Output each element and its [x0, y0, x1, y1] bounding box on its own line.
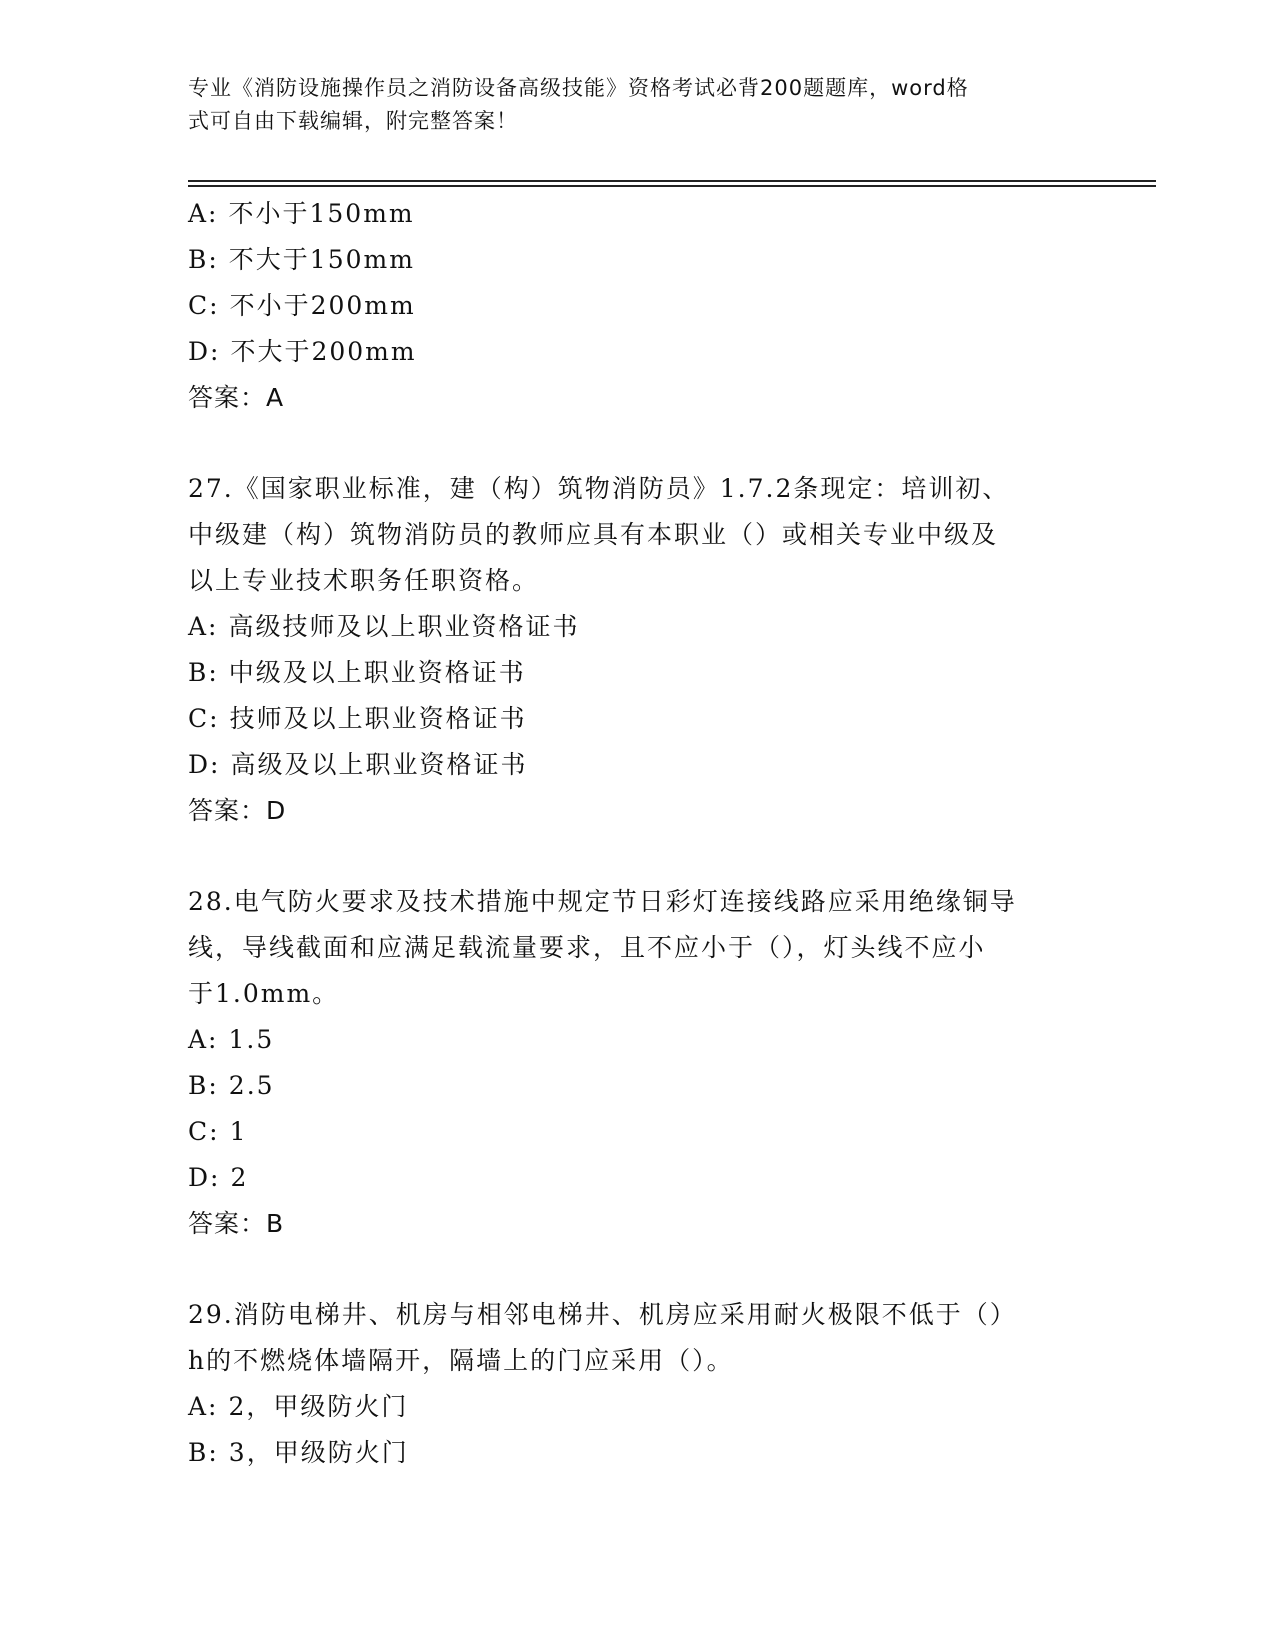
- spacer: [188, 834, 1088, 879]
- question-stem-line: 27.《国家职业标准，建（构）筑物消防员》1.7.2条现定：培训初、: [188, 474, 1010, 503]
- option-d: D: 不大于200mm: [188, 337, 417, 366]
- spacer: [188, 421, 1088, 466]
- question-29: [188, 1292, 1088, 1476]
- document-header: [188, 72, 1088, 138]
- option-c: C: 不小于200mm: [188, 291, 416, 320]
- option-b: B: 3，甲级防火门: [188, 1438, 409, 1467]
- header-divider-top: [188, 180, 1156, 182]
- option-b: B: 2.5: [188, 1071, 275, 1100]
- question-26-options: [188, 191, 1088, 421]
- option-d: D: 高级及以上职业资格证书: [188, 750, 528, 779]
- option-a: A: 不小于150mm: [188, 199, 415, 228]
- question-stem-line: 28.电气防火要求及技术措施中规定节日彩灯连接线路应采用绝缘铜导: [188, 887, 1017, 916]
- header-divider-bottom: [188, 185, 1156, 187]
- question-stem-line: 29.消防电梯井、机房与相邻电梯井、机房应采用耐火极限不低于（）: [188, 1300, 1017, 1329]
- option-b: B: 中级及以上职业资格证书: [188, 658, 526, 687]
- option-b: B: 不大于150mm: [188, 245, 415, 274]
- document-body: [188, 191, 1088, 1476]
- header-title-line-2: 式可自由下载编辑，附完整答案！: [188, 109, 518, 133]
- option-a: A: 2，甲级防火门: [188, 1392, 409, 1421]
- option-d: D: 2: [188, 1163, 249, 1192]
- question-stem-line: 中级建（构）筑物消防员的教师应具有本职业（）或相关专业中级及: [188, 520, 999, 549]
- option-c: C: 1: [188, 1117, 248, 1146]
- question-stem-line: 以上专业技术职务任职资格。: [188, 566, 540, 595]
- question-28: [188, 879, 1088, 1247]
- answer-text: 答案：D: [188, 796, 287, 825]
- header-title-line-1: 专业《消防设施操作员之消防设备高级技能》资格考试必背200题题库，word格: [188, 76, 969, 100]
- question-stem-line: 线，导线截面和应满足载流量要求，且不应小于（），灯头线不应小: [188, 933, 986, 962]
- option-c: C: 技师及以上职业资格证书: [188, 704, 527, 733]
- option-a: A: 高级技师及以上职业资格证书: [188, 612, 580, 641]
- answer-text: 答案：B: [188, 1209, 285, 1238]
- spacer: [188, 1247, 1088, 1292]
- question-stem-line: 于1.0mm。: [188, 979, 340, 1008]
- question-27: [188, 466, 1088, 834]
- option-a: A: 1.5: [188, 1025, 275, 1054]
- question-stem-line: h的不燃烧体墙隔开，隔墙上的门应采用（）。: [188, 1346, 734, 1375]
- answer-text: 答案：A: [188, 383, 285, 412]
